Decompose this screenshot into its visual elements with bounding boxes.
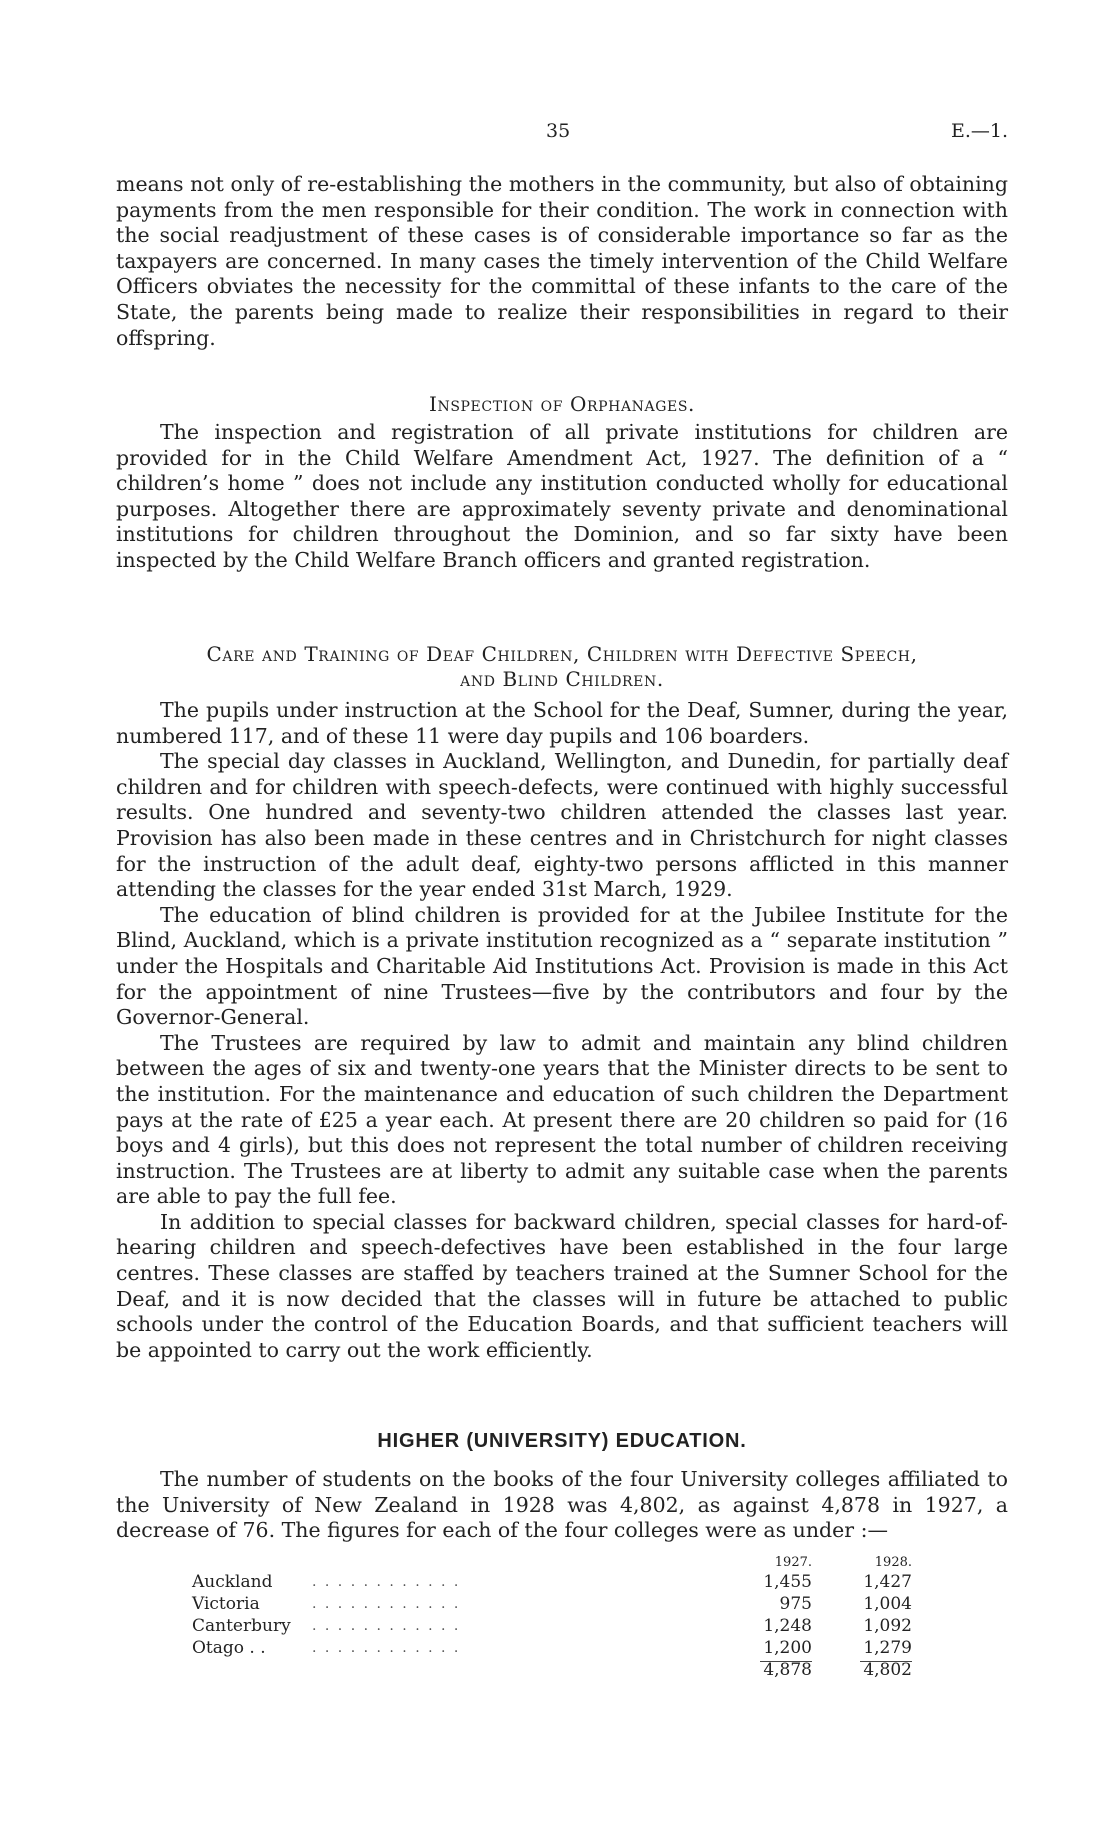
colleges-table xyxy=(192,1553,912,1681)
intro-section xyxy=(116,172,1008,351)
deaf-children-heading-line2: and Blind Children. xyxy=(460,667,664,691)
college-name: Auckland xyxy=(192,1572,273,1592)
deaf-paragraph-4: The Trustees are required by law to admit and maintain any blind children between the ages of six and twenty-one years that the Minister directs to be sent to the institution. For the maintenance and education of such children the Department pays at the rate of £25 a year each. At present there are 20 children so paid for (16 boys and 4 girls), but this does not represent the total number of children receiving instruction. The Trustees are at liberty to admit any suitable case when the parents are able to pay the full fee. xyxy=(116,1030,1008,1209)
value-1928: 1,004 xyxy=(863,1594,912,1614)
header-1928: 1928. xyxy=(874,1554,912,1570)
header-1927: 1927. xyxy=(774,1554,812,1570)
total-1928: 4,802 xyxy=(812,1659,912,1681)
table-header-row xyxy=(192,1553,912,1571)
value-1928: 1,092 xyxy=(863,1616,912,1636)
intro-paragraph: means not only of re-establishing the mothers in the community, but also of obtaining payments from the men responsible for their condition. The work in connection with the social readjustment of these cases is of considerable importance so far as the taxpayers are concerned. In many cases the timely intervention of the Child Welfare Officers obviates the necessity for the committal of these infants to the care of the State, the parents being made to realize their responsibilities in regard to their offspring. xyxy=(116,172,1008,350)
higher-education-section xyxy=(116,1430,1008,1544)
value-1927: 1,248 xyxy=(763,1616,812,1636)
page-number: 35 xyxy=(546,120,571,142)
leader-dots: . . . . . . . . . . . . xyxy=(312,1596,461,1612)
orphanages-heading: Inspection of Orphanages. xyxy=(429,392,695,416)
deaf-paragraph-2: The special day classes in Auckland, Wellington, and Dunedin, for partially deaf children and for children with speech-defects, were continued with highly successful results. One hundred and seventy-two children attended the classes last year. Provision has also been made in these centres and in Christchurch for night classes for the instruction of the adult deaf, eighty-two persons afflicted in this manner attending the classes for the year ended 31st March, 1929. xyxy=(116,749,1008,902)
orphanages-section xyxy=(116,392,1008,574)
table-row xyxy=(192,1571,912,1593)
college-name: Victoria xyxy=(192,1594,260,1614)
table-row xyxy=(192,1593,912,1615)
table-total-row xyxy=(192,1659,912,1681)
value-1928: 1,427 xyxy=(863,1572,912,1592)
deaf-children-heading-line1: Care and Training of Deaf Children, Children with Defective Speech, xyxy=(206,642,918,666)
value-1927: 1,200 xyxy=(763,1638,812,1658)
college-name: Canterbury xyxy=(192,1616,291,1636)
higher-education-paragraph: The number of students on the books of the four University colleges affiliated to the University of New Zealand in 1928 was 4,802, as against 4,878 in 1927, a decrease of 76. The figures for each of the four colleges were as under :— xyxy=(116,1467,1008,1543)
leader-dots: . . . . . . . . . . . . xyxy=(312,1574,461,1590)
page-header xyxy=(116,120,1008,148)
deaf-paragraph-5: In addition to special classes for backward children, special classes for hard-of-hearing children and speech-defectives have been established in the four large centres. These classes are staffed by teachers trained at the Sumner School for the Deaf, and it is now decided that the classes will in future be attached to public schools under the control of the Education Boards, and that sufficient teachers will be appointed to carry out the work efficiently. xyxy=(116,1209,1008,1362)
value-1927: 1,455 xyxy=(763,1572,812,1592)
value-1928: 1,279 xyxy=(863,1638,912,1658)
table-row xyxy=(192,1637,912,1659)
deaf-paragraph-1: The pupils under instruction at the School for the Deaf, Sumner, during the year, numbered 117, and of these 11 were day pupils and 106 boarders. xyxy=(116,698,1008,748)
college-name: Otago . . xyxy=(192,1638,266,1658)
section-code: E.—1. xyxy=(950,120,1008,142)
total-1927: 4,878 xyxy=(732,1659,812,1681)
deaf-children-section xyxy=(116,642,1008,1363)
value-1927: 975 xyxy=(779,1594,812,1614)
table-row xyxy=(192,1615,912,1637)
leader-dots: . . . . . . . . . . . . xyxy=(312,1640,461,1656)
leader-dots: . . . . . . . . . . . . xyxy=(312,1618,461,1634)
deaf-paragraph-3: The education of blind children is provided for at the Jubilee Institute for the Blind, Auckland, which is a private institution recognized as a “ separate institution ” under the Hospitals and Charitable Aid Institutions Act. Provision is made in this Act for the appointment of nine Trustees—five by the contributors and four by the Governor-General. xyxy=(116,902,1008,1030)
higher-education-heading: HIGHER (UNIVERSITY) EDUCATION. xyxy=(377,1430,747,1452)
orphanages-paragraph: The inspection and registration of all private institutions for children are provided for in the Child Welfare Amendment Act, 1927. The definition of a “ children’s home ” does not include any institution conducted wholly for educational purposes. Altogether there are approximately seventy private and denominational institutions for children throughout the Dominion, and so far sixty have been inspected by the Child Welfare Branch officers and granted registration. xyxy=(116,420,1008,572)
